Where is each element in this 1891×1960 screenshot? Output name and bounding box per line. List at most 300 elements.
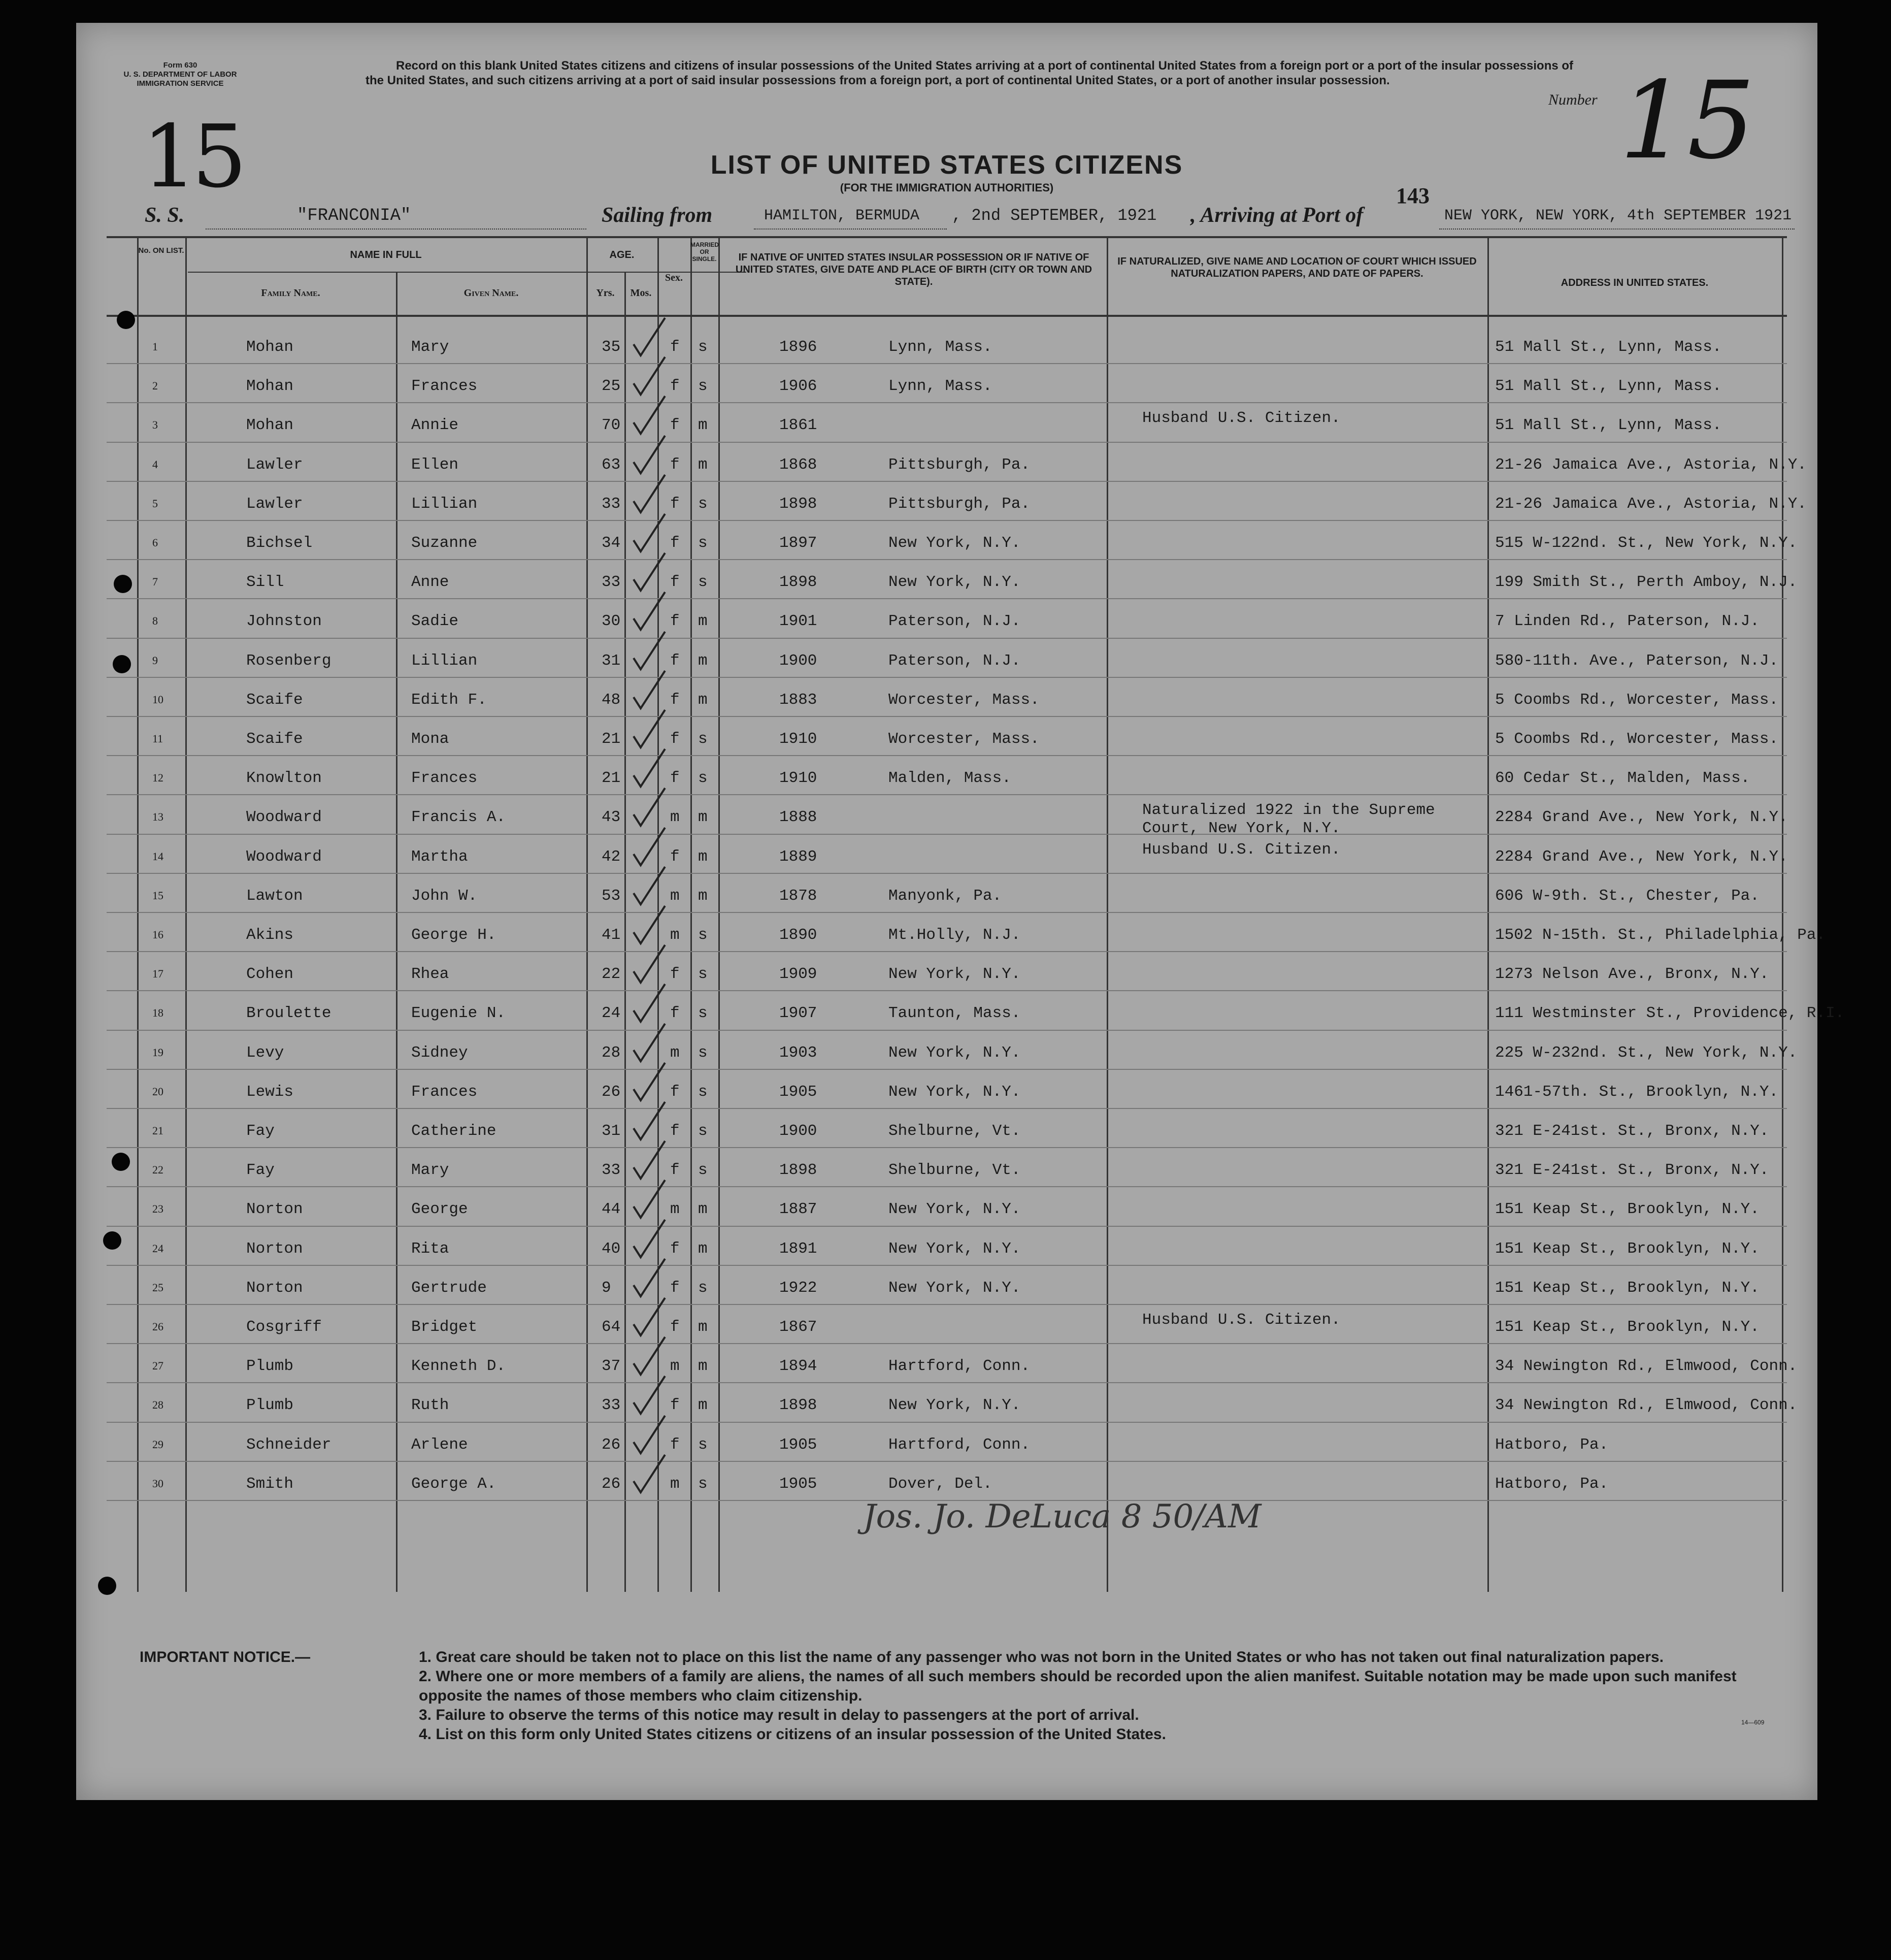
family-name: Smith bbox=[246, 1475, 294, 1493]
birth-place: Hartford, Conn. bbox=[888, 1357, 1031, 1376]
birth-year: 1868 bbox=[779, 455, 817, 474]
given-name: Ruth bbox=[411, 1396, 449, 1415]
sex: f bbox=[670, 455, 680, 474]
birth-year: 1898 bbox=[779, 1396, 817, 1415]
sex: f bbox=[670, 416, 680, 435]
naturalization: Husband U.S. Citizen. bbox=[1142, 1311, 1341, 1329]
marital-status: m bbox=[698, 455, 708, 474]
passenger-table bbox=[107, 236, 1845, 1592]
given-name: Martha bbox=[411, 847, 468, 866]
birth-place: Worcester, Mass. bbox=[888, 691, 1040, 709]
birth-year: 1891 bbox=[779, 1239, 817, 1258]
row-no: 30 bbox=[152, 1477, 163, 1490]
address: 34 Newington Rd., Elmwood, Conn. bbox=[1495, 1357, 1798, 1376]
sex: m bbox=[670, 1357, 680, 1376]
family-name: Cohen bbox=[246, 965, 294, 984]
address: 2284 Grand Ave., New York, N.Y. bbox=[1495, 847, 1788, 866]
sex: m bbox=[670, 808, 680, 827]
sex: m bbox=[670, 887, 680, 905]
page-title: LIST OF UNITED STATES CITIZENS bbox=[710, 150, 1183, 180]
marital-status: s bbox=[698, 1122, 708, 1140]
birth-year: 1898 bbox=[779, 1161, 817, 1180]
check-mark-icon bbox=[629, 1452, 675, 1497]
marital-status: m bbox=[698, 1318, 708, 1336]
notice-item: 4. List on this form only United States citizens or citizens of an insular possession of the United States. bbox=[419, 1726, 1166, 1743]
sex: f bbox=[670, 1239, 680, 1258]
marital-status: s bbox=[698, 534, 708, 552]
punch-hole bbox=[117, 311, 135, 329]
sex: f bbox=[670, 377, 680, 396]
birth-place: Malden, Mass. bbox=[888, 769, 1011, 788]
birth-year: 1901 bbox=[779, 612, 817, 631]
table-row bbox=[107, 1187, 1787, 1226]
marital-status: s bbox=[698, 1435, 708, 1454]
punch-hole bbox=[98, 1577, 116, 1595]
table-row bbox=[107, 795, 1788, 838]
age-years: 70 bbox=[602, 416, 621, 435]
birth-year: 1894 bbox=[779, 1357, 817, 1376]
col-family-name: Family Name. bbox=[261, 287, 320, 299]
address: 321 E-241st. St., Bronx, N.Y. bbox=[1495, 1122, 1769, 1140]
birth-year: 1867 bbox=[779, 1318, 817, 1336]
age-years: 22 bbox=[602, 965, 621, 984]
address: 5 Coombs Rd., Worcester, Mass. bbox=[1495, 730, 1779, 748]
row-no: 12 bbox=[152, 771, 163, 785]
age-years: 21 bbox=[602, 730, 621, 748]
table-row bbox=[107, 678, 1787, 717]
row-no: 18 bbox=[152, 1006, 163, 1020]
sex: f bbox=[670, 965, 680, 984]
row-no: 24 bbox=[152, 1242, 163, 1255]
age-years: 30 bbox=[602, 612, 621, 631]
marital-status: s bbox=[698, 377, 708, 396]
row-no: 8 bbox=[152, 614, 158, 628]
sex: f bbox=[670, 1122, 680, 1140]
table-row bbox=[107, 364, 1787, 403]
marital-status: s bbox=[698, 1083, 708, 1101]
address: 34 Newington Rd., Elmwood, Conn. bbox=[1495, 1396, 1798, 1415]
age-years: 33 bbox=[602, 573, 621, 592]
birth-place: Manyonk, Pa. bbox=[888, 887, 1002, 905]
age-years: 33 bbox=[602, 1396, 621, 1415]
row-no: 17 bbox=[152, 967, 163, 981]
birth-place: Paterson, N.J. bbox=[888, 612, 1021, 631]
birth-place: Shelburne, Vt. bbox=[888, 1122, 1021, 1140]
marital-status: s bbox=[698, 573, 708, 592]
given-name: Frances bbox=[411, 1083, 478, 1101]
marital-status: s bbox=[698, 1004, 708, 1023]
marital-status: s bbox=[698, 769, 708, 788]
address: 515 W-122nd. St., New York, N.Y. bbox=[1495, 534, 1798, 552]
age-years: 40 bbox=[602, 1239, 621, 1258]
row-no: 10 bbox=[152, 693, 163, 706]
address: 21-26 Jamaica Ave., Astoria, N.Y. bbox=[1495, 455, 1807, 474]
family-name: Akins bbox=[246, 926, 294, 944]
birth-year: 1905 bbox=[779, 1435, 817, 1454]
family-name: Norton bbox=[246, 1279, 303, 1297]
family-name: Plumb bbox=[246, 1357, 294, 1376]
age-years: 42 bbox=[602, 847, 621, 866]
given-name: Anne bbox=[411, 573, 449, 592]
address: 1502 N-15th. St., Philadelphia, Pa. bbox=[1495, 926, 1826, 944]
address: 21-26 Jamaica Ave., Astoria, N.Y. bbox=[1495, 495, 1807, 513]
row-no: 1 bbox=[152, 340, 158, 353]
table-row bbox=[107, 874, 1787, 913]
age-years: 33 bbox=[602, 1161, 621, 1180]
birth-place: Mt.Holly, N.J. bbox=[888, 926, 1021, 944]
birth-year: 1888 bbox=[779, 808, 817, 827]
marital-status: m bbox=[698, 887, 708, 905]
birth-place: Shelburne, Vt. bbox=[888, 1161, 1021, 1180]
birth-place: New York, N.Y. bbox=[888, 1200, 1021, 1219]
age-years: 26 bbox=[602, 1083, 621, 1101]
form-id-line: Form 630 bbox=[163, 61, 197, 70]
address: 51 Mall St., Lynn, Mass. bbox=[1495, 377, 1722, 396]
table-row bbox=[107, 835, 1787, 874]
sex: m bbox=[670, 1475, 680, 1493]
row-no: 26 bbox=[152, 1320, 163, 1333]
col-birth: IF NATIVE OF UNITED STATES INSULAR POSSESSION OR IF NATIVE OF UNITED STATES, GIVE DATE AND PLACE OF BIRTH (CITY OR TOWN AND STATE). bbox=[735, 252, 1092, 287]
sex: f bbox=[670, 1435, 680, 1454]
sail-date: , 2nd SEPTEMBER, 1921 bbox=[952, 206, 1157, 225]
arrival-info: NEW YORK, NEW YORK, 4th SEPTEMBER 1921 bbox=[1444, 207, 1792, 224]
given-name: Eugenie N. bbox=[411, 1004, 506, 1023]
col-married: MARRIED OR SINGLE. bbox=[690, 241, 719, 263]
given-name: Sidney bbox=[411, 1043, 468, 1062]
col-address: ADDRESS IN UNITED STATES. bbox=[1561, 277, 1709, 288]
row-no: 20 bbox=[152, 1085, 163, 1098]
marital-status: m bbox=[698, 416, 708, 435]
birth-place: New York, N.Y. bbox=[888, 1239, 1021, 1258]
given-name: Francis A. bbox=[411, 808, 506, 827]
family-name: Mohan bbox=[246, 338, 294, 356]
given-name: Rhea bbox=[411, 965, 449, 984]
family-name: Fay bbox=[246, 1161, 275, 1180]
birth-place: New York, N.Y. bbox=[888, 1043, 1021, 1062]
table-row bbox=[107, 1266, 1787, 1305]
col-given-name: Given Name. bbox=[463, 287, 519, 299]
given-name: Annie bbox=[411, 416, 459, 435]
address: 111 Westminster St., Providence, R.I. bbox=[1495, 1004, 1845, 1023]
page-number: 143 bbox=[1396, 183, 1430, 208]
arriving-label: , Arriving at Port of bbox=[1190, 204, 1364, 227]
birth-year: 1906 bbox=[779, 377, 817, 396]
birth-place: Dover, Del. bbox=[888, 1475, 992, 1493]
form-id-line: U. S. DEPARTMENT OF LABOR bbox=[123, 70, 237, 79]
address: 151 Keap St., Brooklyn, N.Y. bbox=[1495, 1279, 1760, 1297]
col-no: No. ON LIST. bbox=[138, 246, 184, 255]
row-no: 3 bbox=[152, 418, 158, 432]
birth-year: 1878 bbox=[779, 887, 817, 905]
marital-status: s bbox=[698, 1279, 708, 1297]
birth-place: New York, N.Y. bbox=[888, 1279, 1021, 1297]
birth-year: 1905 bbox=[779, 1475, 817, 1493]
age-years: 34 bbox=[602, 534, 621, 552]
row-no: 11 bbox=[152, 732, 163, 745]
sex: f bbox=[670, 495, 680, 513]
table-row bbox=[107, 639, 1787, 678]
sex: f bbox=[670, 1318, 680, 1336]
marital-status: m bbox=[698, 808, 708, 827]
row-no: 15 bbox=[152, 889, 163, 902]
birth-year: 1900 bbox=[779, 651, 817, 670]
row-no: 22 bbox=[152, 1163, 163, 1177]
row-no: 27 bbox=[152, 1359, 163, 1373]
given-name: Lillian bbox=[411, 495, 478, 513]
address: 7 Linden Rd., Paterson, N.J. bbox=[1495, 612, 1760, 631]
address: 1461-57th. St., Brooklyn, N.Y. bbox=[1495, 1083, 1779, 1101]
age-years: 33 bbox=[602, 495, 621, 513]
ship-name: "FRANCONIA" bbox=[297, 206, 411, 225]
sex: f bbox=[670, 534, 680, 552]
table-row bbox=[107, 403, 1787, 442]
table-row bbox=[107, 443, 1807, 482]
birth-year: 1861 bbox=[779, 416, 817, 435]
sex: f bbox=[670, 1083, 680, 1101]
row-no: 13 bbox=[152, 810, 163, 824]
age-years: 9 bbox=[602, 1279, 611, 1297]
birth-year: 1898 bbox=[779, 573, 817, 592]
sex: f bbox=[670, 573, 680, 592]
given-name: George H. bbox=[411, 926, 496, 944]
birth-place: New York, N.Y. bbox=[888, 965, 1021, 984]
age-years: 48 bbox=[602, 691, 621, 709]
family-name: Cosgriff bbox=[246, 1318, 322, 1336]
birth-place: New York, N.Y. bbox=[888, 573, 1021, 592]
sex: m bbox=[670, 926, 680, 944]
birth-year: 1909 bbox=[779, 965, 817, 984]
birth-place: Lynn, Mass. bbox=[888, 377, 992, 396]
birth-year: 1903 bbox=[779, 1043, 817, 1062]
family-name: Lewis bbox=[246, 1083, 294, 1101]
table-row bbox=[107, 1344, 1798, 1383]
row-no: 16 bbox=[152, 928, 163, 941]
family-name: Lawton bbox=[246, 887, 303, 905]
from-port: HAMILTON, BERMUDA bbox=[764, 207, 920, 224]
marital-status: m bbox=[698, 651, 708, 670]
table-row bbox=[107, 599, 1787, 638]
handwritten-stamp: 15 bbox=[142, 107, 242, 207]
table-row bbox=[107, 1423, 1787, 1462]
punch-hole bbox=[113, 655, 131, 673]
address: 1273 Nelson Ave., Bronx, N.Y. bbox=[1495, 965, 1769, 984]
col-mos: Mos. bbox=[630, 287, 652, 299]
address: 580-11th. Ave., Paterson, N.J. bbox=[1495, 651, 1779, 670]
sex: f bbox=[670, 691, 680, 709]
sex: f bbox=[670, 612, 680, 631]
row-no: 9 bbox=[152, 654, 158, 667]
col-naturalized: IF NATURALIZED, GIVE NAME AND LOCATION OF COURT WHICH ISSUED NATURALIZATION PAPERS, AND DATE OF PAPERS. bbox=[1117, 256, 1477, 279]
marital-status: s bbox=[698, 926, 708, 944]
punch-hole bbox=[112, 1153, 130, 1171]
birth-place: New York, N.Y. bbox=[888, 1396, 1021, 1415]
sex: f bbox=[670, 769, 680, 788]
age-years: 37 bbox=[602, 1357, 621, 1376]
manifest-sheet bbox=[76, 23, 1845, 1800]
family-name: Norton bbox=[246, 1239, 303, 1258]
marital-status: s bbox=[698, 1161, 708, 1180]
marital-status: m bbox=[698, 1239, 708, 1258]
given-name: Lillian bbox=[411, 651, 478, 670]
address: 5 Coombs Rd., Worcester, Mass. bbox=[1495, 691, 1779, 709]
given-name: Arlene bbox=[411, 1435, 468, 1454]
birth-year: 1900 bbox=[779, 1122, 817, 1140]
sex: f bbox=[670, 1004, 680, 1023]
age-years: 41 bbox=[602, 926, 621, 944]
birth-year: 1905 bbox=[779, 1083, 817, 1101]
birth-place: Paterson, N.J. bbox=[888, 651, 1021, 670]
age-years: 35 bbox=[602, 338, 621, 356]
family-name: Scaife bbox=[246, 691, 303, 709]
given-name: George A. bbox=[411, 1475, 496, 1493]
address: 225 W-232nd. St., New York, N.Y. bbox=[1495, 1043, 1798, 1062]
birth-year: 1898 bbox=[779, 495, 817, 513]
address: 199 Smith St., Perth Amboy, N.J. bbox=[1495, 573, 1798, 592]
age-years: 31 bbox=[602, 1122, 621, 1140]
given-name: George bbox=[411, 1200, 468, 1219]
family-name: Bichsel bbox=[246, 534, 313, 552]
inspector-signature: Jos. Jo. DeLuca 8 50/AM bbox=[863, 1498, 1262, 1536]
address: 321 E-241st. St., Bronx, N.Y. bbox=[1495, 1161, 1769, 1180]
address: 51 Mall St., Lynn, Mass. bbox=[1495, 338, 1722, 356]
family-name: Johnston bbox=[246, 612, 322, 631]
naturalization: Naturalized 1922 in the Supreme Court, New York, N.Y. bbox=[1142, 801, 1435, 838]
family-name: Lawler bbox=[246, 495, 303, 513]
address: 151 Keap St., Brooklyn, N.Y. bbox=[1495, 1239, 1760, 1258]
notice-item: 1. Great care should be taken not to place on this list the name of any passenger who was not born in the United States or who has not taken out final naturalization papers. bbox=[419, 1649, 1664, 1665]
sex: f bbox=[670, 651, 680, 670]
table-row bbox=[107, 1109, 1787, 1148]
age-years: 53 bbox=[602, 887, 621, 905]
given-name: Rita bbox=[411, 1239, 449, 1258]
table-row bbox=[107, 913, 1826, 952]
birth-year: 1907 bbox=[779, 1004, 817, 1023]
col-yrs: Yrs. bbox=[596, 287, 615, 299]
given-name: Gertrude bbox=[411, 1279, 487, 1297]
given-name: Suzanne bbox=[411, 534, 478, 552]
marital-status: s bbox=[698, 1475, 708, 1493]
sailing-from-label: Sailing from bbox=[602, 204, 713, 227]
family-name: Rosenberg bbox=[246, 651, 331, 670]
table-row bbox=[107, 521, 1798, 560]
address: 51 Mall St., Lynn, Mass. bbox=[1495, 416, 1722, 435]
given-name: Mona bbox=[411, 730, 449, 748]
family-name: Knowlton bbox=[246, 769, 322, 788]
punch-hole bbox=[114, 575, 132, 593]
row-no: 14 bbox=[152, 850, 163, 863]
row-no: 21 bbox=[152, 1124, 163, 1137]
age-years: 28 bbox=[602, 1043, 621, 1062]
birth-place: Pittsburgh, Pa. bbox=[888, 455, 1031, 474]
sex: f bbox=[670, 847, 680, 866]
family-name: Mohan bbox=[246, 416, 294, 435]
table-row bbox=[107, 1462, 1787, 1501]
birth-place: New York, N.Y. bbox=[888, 534, 1021, 552]
marital-status: m bbox=[698, 1200, 708, 1219]
address: 606 W-9th. St., Chester, Pa. bbox=[1495, 887, 1760, 905]
birth-place: Hartford, Conn. bbox=[888, 1435, 1031, 1454]
address: Hatboro, Pa. bbox=[1495, 1435, 1609, 1454]
sex: f bbox=[670, 1161, 680, 1180]
birth-place: Taunton, Mass. bbox=[888, 1004, 1021, 1023]
birth-year: 1890 bbox=[779, 926, 817, 944]
table-row bbox=[107, 1305, 1787, 1344]
address: 151 Keap St., Brooklyn, N.Y. bbox=[1495, 1318, 1760, 1336]
row-no: 4 bbox=[152, 458, 158, 471]
sex: f bbox=[670, 730, 680, 748]
sex: f bbox=[670, 338, 680, 356]
row-no: 23 bbox=[152, 1202, 163, 1216]
notice-item: 3. Failure to observe the terms of this notice may result in delay to passengers at the port of arrival. bbox=[419, 1707, 1139, 1723]
given-name: John W. bbox=[411, 887, 478, 905]
birth-place: New York, N.Y. bbox=[888, 1083, 1021, 1101]
family-name: Plumb bbox=[246, 1396, 294, 1415]
row-no: 5 bbox=[152, 497, 158, 510]
notice-item: 2. Where one or more members of a family are aliens, the names of all such members should be recorded upon the alien manifest. Suitable notation may be made upon such manifest opposite the names of those members who claim citizenship. bbox=[419, 1668, 1737, 1704]
form-code: 14—609 bbox=[1741, 1719, 1765, 1726]
family-name: Broulette bbox=[246, 1004, 331, 1023]
age-years: 26 bbox=[602, 1435, 621, 1454]
row-no: 25 bbox=[152, 1281, 163, 1294]
row-no: 6 bbox=[152, 536, 158, 549]
given-name: Ellen bbox=[411, 455, 459, 474]
table-row bbox=[107, 482, 1807, 521]
birth-year: 1896 bbox=[779, 338, 817, 356]
table-row bbox=[107, 1227, 1787, 1266]
sex: m bbox=[670, 1200, 680, 1219]
birth-place: Lynn, Mass. bbox=[888, 338, 992, 356]
table-row bbox=[107, 991, 1845, 1030]
form-id bbox=[104, 61, 256, 88]
row-no: 28 bbox=[152, 1398, 163, 1412]
given-name: Kenneth D. bbox=[411, 1357, 506, 1376]
family-name: Scaife bbox=[246, 730, 303, 748]
birth-year: 1887 bbox=[779, 1200, 817, 1219]
col-name-in-full: NAME IN FULL bbox=[350, 249, 422, 260]
row-no: 29 bbox=[152, 1438, 163, 1451]
family-name: Woodward bbox=[246, 808, 322, 827]
birth-place: Worcester, Mass. bbox=[888, 730, 1040, 748]
col-age: AGE. bbox=[609, 249, 635, 260]
marital-status: s bbox=[698, 1043, 708, 1062]
given-name: Frances bbox=[411, 377, 478, 396]
given-name: Bridget bbox=[411, 1318, 478, 1336]
family-name: Fay bbox=[246, 1122, 275, 1140]
row-no: 2 bbox=[152, 379, 158, 393]
address: 2284 Grand Ave., New York, N.Y. bbox=[1495, 808, 1788, 827]
naturalization: Husband U.S. Citizen. bbox=[1142, 840, 1341, 859]
age-years: 21 bbox=[602, 769, 621, 788]
marital-status: s bbox=[698, 730, 708, 748]
birth-year: 1883 bbox=[779, 691, 817, 709]
address: 60 Cedar St., Malden, Mass. bbox=[1495, 769, 1750, 788]
table-row bbox=[107, 1070, 1787, 1109]
given-name: Mary bbox=[411, 1161, 449, 1180]
table-row bbox=[107, 756, 1787, 795]
birth-year: 1897 bbox=[779, 534, 817, 552]
table-row bbox=[107, 1148, 1787, 1187]
number-label: Number bbox=[1548, 91, 1598, 108]
given-name: Frances bbox=[411, 769, 478, 788]
given-name: Sadie bbox=[411, 612, 459, 631]
col-sex: Sex. bbox=[665, 272, 683, 283]
marital-status: s bbox=[698, 338, 708, 356]
sex: m bbox=[670, 1043, 680, 1062]
family-name: Woodward bbox=[246, 847, 322, 866]
sex: f bbox=[670, 1279, 680, 1297]
table-row bbox=[107, 952, 1787, 991]
number-value: 15 bbox=[1619, 58, 1755, 183]
